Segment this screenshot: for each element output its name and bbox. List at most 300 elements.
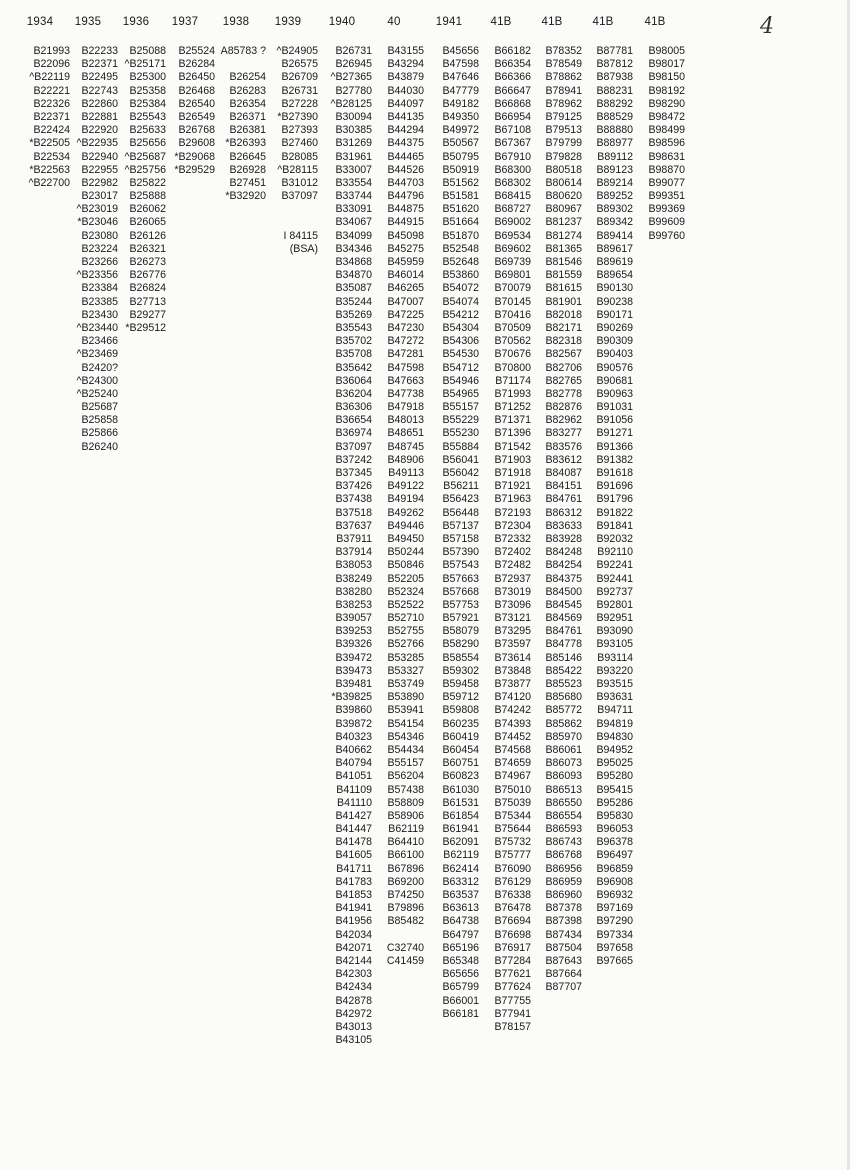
number-cell: B40794: [335, 757, 372, 770]
number-cell: B76090: [494, 862, 531, 875]
number-cell: B89414: [596, 229, 633, 242]
number-cell: B85146: [545, 651, 582, 664]
number-cell: ^B22119: [29, 71, 70, 84]
number-cell: ^B24905: [276, 45, 318, 57]
number-cell: B26254: [229, 71, 266, 84]
number-cell: B52324: [387, 585, 424, 598]
number-cell: B94952: [596, 743, 633, 756]
number-cell: B84545: [545, 598, 582, 611]
number-cell: B69200: [387, 875, 424, 888]
number-cell: B82567: [545, 348, 582, 361]
number-cell: B53941: [387, 704, 424, 717]
number-cell: B73295: [494, 625, 531, 638]
number-cell: B98472: [648, 110, 685, 123]
number-cell: B47272: [387, 335, 424, 348]
number-cell: B68727: [494, 203, 531, 216]
number-cell: *B27390: [277, 110, 318, 123]
number-cell: B37911: [336, 532, 372, 545]
number-cell: B22096: [33, 58, 70, 71]
number-cell: B67367: [494, 137, 531, 150]
number-cell: B54306: [442, 335, 479, 348]
number-cell: B33091: [335, 203, 372, 216]
number-cell: B95280: [596, 770, 633, 783]
number-cell: B46265: [387, 282, 424, 295]
number-cell: B36654: [335, 414, 372, 427]
number-cell: B54212: [442, 308, 479, 321]
number-cell: B82706: [545, 361, 582, 374]
number-cell: B78862: [545, 71, 582, 84]
number-cell: B99077: [648, 176, 685, 189]
number-cell: B39481: [335, 678, 372, 690]
number-cell: B42144: [335, 954, 372, 967]
number-cell: B89252: [596, 190, 633, 203]
number-cell: B55884: [442, 440, 479, 453]
number-cell: B26709: [281, 71, 318, 84]
number-cell: C41459: [386, 954, 424, 967]
number-cell: B26928: [229, 163, 266, 176]
number-cell: B84248: [545, 546, 582, 559]
number-cell: B33744: [335, 190, 372, 203]
number-cell: B66100: [387, 849, 424, 862]
number-cell: B39472: [335, 651, 372, 664]
column-header: 1939: [274, 16, 302, 28]
number-cell: B69602: [494, 242, 531, 255]
number-cell: B53327: [387, 664, 424, 677]
number-cell: B81901: [545, 295, 582, 308]
number-cell: B97290: [596, 915, 633, 928]
number-cell: B74250: [387, 889, 424, 901]
number-cell: B42878: [335, 994, 372, 1007]
number-cell: B44875: [387, 203, 424, 216]
number-cell: B75644: [494, 823, 531, 836]
number-cell: B26284: [178, 58, 215, 71]
number-cell: B26283: [229, 84, 266, 97]
number-cell: B82318: [545, 335, 582, 348]
number-cell: B57543: [442, 559, 479, 572]
number-cell: B81237: [545, 216, 582, 229]
number-cell: B66354: [494, 58, 531, 71]
number-cell: B75010: [494, 783, 531, 796]
number-cell: B34067: [335, 216, 372, 229]
number-cell: B74659: [494, 757, 531, 770]
number-cell: B95286: [596, 796, 633, 809]
number-cell: B82778: [545, 387, 582, 400]
number-cell: B58906: [387, 809, 424, 822]
number-cell: B93105: [596, 638, 633, 651]
number-cell: B47225: [387, 308, 424, 321]
number-cell: B90130: [596, 282, 633, 295]
number-cell: B93090: [596, 625, 633, 638]
number-cell: B52205: [387, 572, 424, 585]
number-cell: B86959: [545, 875, 582, 888]
number-cell: B44915: [387, 216, 424, 229]
number-cell: B53285: [387, 651, 424, 664]
number-cell: B59808: [442, 704, 479, 717]
number-cell: B55230: [442, 427, 479, 440]
number-cell: *B39825: [331, 691, 372, 704]
number-cell: B65196: [442, 941, 479, 954]
number-cell: ^B25756: [124, 163, 166, 176]
number-cell: B22326: [33, 97, 70, 110]
number-cell: ^B27365: [330, 71, 372, 84]
number-cell: B70800: [494, 361, 531, 374]
number-cell: B41447: [335, 823, 372, 836]
number-cell: B85523: [545, 678, 582, 690]
number-cell: B70509: [494, 321, 531, 334]
number-cell: B40323: [335, 730, 372, 743]
number-cell: B37097: [335, 440, 372, 453]
number-cell: B76338: [494, 889, 531, 901]
number-cell: B74452: [494, 730, 531, 743]
number-cell: B71252: [494, 401, 531, 414]
number-cell: B90309: [596, 335, 633, 348]
number-cell: B68302: [494, 176, 531, 189]
number-cell: B72482: [494, 559, 531, 572]
number-cell: B72402: [494, 546, 531, 559]
number-cell: *B23046: [77, 216, 118, 229]
number-cell: B85482: [387, 915, 424, 928]
number-cell: B47598: [442, 58, 479, 71]
number-cell: B35244: [335, 295, 372, 308]
number-cell: B53860: [442, 269, 479, 282]
number-cell: B70416: [494, 308, 531, 321]
number-cell: B53749: [387, 678, 424, 690]
number-cell: B26731: [335, 45, 372, 57]
number-cell: B98499: [648, 124, 685, 137]
number-cell: B56211: [443, 480, 479, 493]
number-cell: B68415: [494, 190, 531, 203]
number-cell: B54434: [387, 743, 424, 756]
number-cell: B38280: [335, 585, 372, 598]
number-cell: B58290: [442, 638, 479, 651]
number-cell: B62119: [443, 849, 479, 862]
number-cell: B77284: [494, 954, 531, 967]
number-cell: B26540: [178, 97, 215, 110]
number-cell: B91056: [596, 414, 633, 427]
number-cell: B77624: [494, 981, 531, 994]
number-cell: B44294: [387, 124, 424, 137]
number-cell: ^B23440: [76, 321, 118, 334]
number-cell: B67910: [494, 150, 531, 163]
number-cell: B26945: [335, 58, 372, 71]
number-cell: B26450: [178, 71, 215, 84]
number-cell: B26549: [178, 110, 215, 123]
number-cell: B82765: [545, 374, 582, 387]
number-cell: B33007: [335, 163, 372, 176]
number-cell: B43013: [335, 1020, 372, 1033]
number-cell: B83633: [545, 519, 582, 532]
number-cell: B37438: [335, 493, 372, 506]
number-cell: B94711: [597, 704, 633, 717]
number-cell: B84087: [545, 467, 582, 479]
number-cell: B25866: [81, 427, 118, 440]
number-cell: B26575: [281, 58, 318, 71]
number-cell: B98631: [648, 150, 685, 163]
number-cell: B25384: [129, 97, 166, 110]
number-cell: ^B23019: [76, 203, 118, 216]
number-cell: B22920: [81, 124, 118, 137]
column-header: 41B: [592, 16, 614, 28]
number-cell: B88880: [596, 124, 633, 137]
number-cell: B43105: [335, 1034, 372, 1047]
number-cell: B89112: [597, 150, 633, 163]
column-header: 41B: [644, 16, 666, 28]
number-cell: (BSA): [289, 242, 318, 255]
number-cell: B36064: [335, 374, 372, 387]
number-cell: B96859: [596, 862, 633, 875]
number-cell: B47281: [387, 348, 424, 361]
number-column: [573, 45, 633, 968]
number-cell: B47779: [442, 84, 479, 97]
number-cell: B68300: [494, 163, 531, 176]
number-cell: B53890: [387, 691, 424, 704]
number-cell: B79799: [545, 137, 582, 150]
number-cell: B85970: [545, 730, 582, 743]
number-cell: B76478: [494, 902, 531, 915]
number-cell: B48906: [387, 453, 424, 466]
number-cell: B71396: [494, 427, 531, 440]
number-cell: B49182: [442, 97, 479, 110]
number-cell: B26062: [129, 203, 166, 216]
number-cell: B84254: [545, 559, 582, 572]
number-cell: B85680: [545, 691, 582, 704]
column-header: 1934: [26, 16, 54, 28]
number-cell: B38253: [335, 598, 372, 611]
number-cell: B40662: [335, 743, 372, 756]
number-cell: B73096: [494, 598, 531, 611]
number-cell: B51620: [442, 203, 479, 216]
number-cell: B69739: [494, 256, 531, 268]
number-cell: B41427: [335, 809, 372, 822]
number-cell: B26731: [281, 84, 318, 97]
number-cell: *B22505: [29, 137, 70, 150]
number-cell: B63613: [442, 902, 479, 915]
number-cell: B66366: [494, 71, 531, 84]
number-cell: B71542: [494, 440, 531, 453]
number-cell: B98290: [648, 97, 685, 110]
number-cell: B23384: [81, 282, 118, 295]
number-cell: B37914: [335, 546, 372, 559]
number-cell: B47646: [442, 71, 479, 84]
number-cell: B67896: [387, 862, 424, 875]
number-cell: B69801: [494, 269, 531, 282]
number-cell: B44375: [387, 137, 424, 150]
number-cell: B26468: [178, 84, 215, 97]
number-cell: B48651: [387, 427, 424, 440]
number-cell: B76917: [494, 941, 531, 954]
number-cell: B86956: [545, 862, 582, 875]
number-cell: B25524: [178, 45, 215, 57]
number-cell: *B29068: [174, 150, 215, 163]
number-cell: B87504: [545, 941, 582, 954]
number-cell: B89302: [596, 203, 633, 216]
number-cell: B34346: [335, 242, 372, 255]
number-cell: B25633: [129, 124, 166, 137]
number-cell: B91366: [596, 440, 633, 453]
number-cell: B86960: [545, 889, 582, 901]
number-cell: B60823: [442, 770, 479, 783]
number-cell: B99609: [648, 216, 685, 229]
number-cell: B97658: [596, 941, 633, 954]
number-cell: B52522: [387, 598, 424, 611]
number-cell: B25888: [129, 190, 166, 203]
number-cell: B70676: [494, 348, 531, 361]
number-cell: B66001: [442, 994, 479, 1007]
number-cell: B81365: [545, 242, 582, 255]
number-cell: B26768: [178, 124, 215, 137]
number-cell: B52548: [442, 242, 479, 255]
number-cell: B89123: [596, 163, 633, 176]
number-cell: I 84115: [283, 229, 318, 242]
number-cell: B95025: [596, 757, 633, 770]
number-cell: B47598: [387, 361, 424, 374]
number-cell: B56041: [442, 453, 479, 466]
column-header: 1941: [435, 16, 463, 28]
number-cell: B49450: [387, 532, 424, 545]
number-cell: B78549: [545, 58, 582, 71]
number-cell: B83576: [545, 440, 582, 453]
number-cell: B92951: [596, 612, 633, 625]
number-cell: B49122: [387, 480, 424, 493]
number-cell: B89342: [596, 216, 633, 229]
number-cell: B54346: [387, 730, 424, 743]
number-cell: B27393: [281, 124, 318, 137]
number-cell: B79513: [545, 124, 582, 137]
number-cell: B27228: [281, 97, 318, 110]
number-cell: B71903: [494, 453, 531, 466]
number-cell: B44796: [387, 190, 424, 203]
number-cell: B27780: [335, 84, 372, 97]
number-cell: B31012: [281, 176, 318, 189]
number-cell: B2420?: [81, 361, 118, 374]
number-cell: B69534: [494, 229, 531, 242]
number-cell: B27713: [129, 295, 166, 308]
number-cell: B31269: [335, 137, 372, 150]
number-cell: B87398: [545, 915, 582, 928]
number-cell: *B26393: [225, 137, 266, 150]
number-cell: B84375: [545, 572, 582, 585]
number-cell: B21993: [33, 45, 70, 57]
number-cell: B73019: [494, 585, 531, 598]
number-cell: B26776: [129, 269, 166, 282]
number-cell: B72937: [494, 572, 531, 585]
number-cell: B54154: [387, 717, 424, 730]
number-cell: B54072: [442, 282, 479, 295]
number-cell: B41853: [335, 889, 372, 901]
number-cell: B73848: [494, 664, 531, 677]
number-cell: B22955: [81, 163, 118, 176]
number-cell: B56423: [442, 493, 479, 506]
number-cell: B49446: [387, 519, 424, 532]
number-cell: B41783: [335, 875, 372, 888]
number-cell: B95830: [596, 809, 633, 822]
number-cell: B93114: [597, 651, 633, 664]
number-cell: B60419: [442, 730, 479, 743]
number-cell: B65348: [442, 954, 479, 967]
number-cell: B42034: [335, 928, 372, 941]
number-cell: B70562: [494, 335, 531, 348]
number-cell: B97334: [596, 928, 633, 941]
number-cell: B37518: [335, 506, 372, 519]
number-cell: B86768: [545, 849, 582, 862]
number-cell: B41109: [336, 783, 372, 796]
number-cell: B45656: [442, 45, 479, 57]
number-cell: B91696: [596, 480, 633, 493]
number-cell: B54530: [442, 348, 479, 361]
number-cell: B50919: [442, 163, 479, 176]
number-cell: B90171: [596, 308, 633, 321]
number-cell: B54074: [442, 295, 479, 308]
number-cell: B57158: [442, 532, 479, 545]
number-cell: B61030: [442, 783, 479, 796]
number-cell: B82171: [545, 321, 582, 334]
number-cell: B22233: [81, 45, 118, 57]
number-cell: B58809: [387, 796, 424, 809]
number-cell: B92801: [596, 598, 633, 611]
column-header: 41B: [541, 16, 563, 28]
number-cell: B98017: [648, 58, 685, 71]
number-cell: B47007: [387, 295, 424, 308]
number-cell: B58079: [442, 625, 479, 638]
number-column: [206, 45, 266, 203]
number-cell: B80967: [545, 203, 582, 216]
number-cell: B51562: [442, 176, 479, 189]
number-cell: B84761: [545, 625, 582, 638]
number-cell: B26371: [229, 110, 266, 123]
number-cell: B34868: [335, 256, 372, 268]
number-cell: B78962: [545, 97, 582, 110]
number-cell: B80620: [545, 190, 582, 203]
number-cell: B92737: [596, 585, 633, 598]
number-cell: B57390: [442, 546, 479, 559]
number-cell: B85772: [545, 704, 582, 717]
number-cell: B78157: [494, 1020, 531, 1033]
number-cell: B22371: [33, 110, 70, 123]
number-cell: B26645: [229, 150, 266, 163]
number-cell: B86073: [545, 757, 582, 770]
number-cell: B57438: [387, 783, 424, 796]
number-cell: B90403: [596, 348, 633, 361]
number-cell: B55157: [442, 401, 479, 414]
number-cell: B77621: [494, 968, 531, 981]
number-cell: B25300: [129, 71, 166, 84]
number-cell: B41110: [337, 796, 372, 809]
number-cell: B81546: [545, 256, 582, 268]
number-cell: B92441: [596, 572, 633, 585]
number-cell: B86550: [545, 796, 582, 809]
number-cell: B73597: [494, 638, 531, 651]
number-column: [312, 45, 372, 1047]
number-cell: B44030: [387, 84, 424, 97]
number-cell: B43294: [387, 58, 424, 71]
number-cell: B92241: [596, 559, 633, 572]
number-cell: ^B28115: [277, 163, 318, 176]
number-cell: B42303: [335, 968, 372, 981]
number-cell: B79896: [387, 902, 424, 915]
number-cell: B84569: [545, 612, 582, 625]
number-cell: B85862: [545, 717, 582, 730]
number-cell: B46014: [387, 269, 424, 282]
number-cell: B87434: [545, 928, 582, 941]
number-cell: B81615: [545, 282, 582, 295]
number-cell: B92032: [596, 532, 633, 545]
number-cell: B65799: [442, 981, 479, 994]
number-cell: B54965: [442, 387, 479, 400]
number-cell: B87938: [596, 71, 633, 84]
number-cell: B25687: [81, 401, 118, 414]
number-cell: B26354: [229, 97, 266, 110]
number-cell: ^B23469: [76, 348, 118, 361]
